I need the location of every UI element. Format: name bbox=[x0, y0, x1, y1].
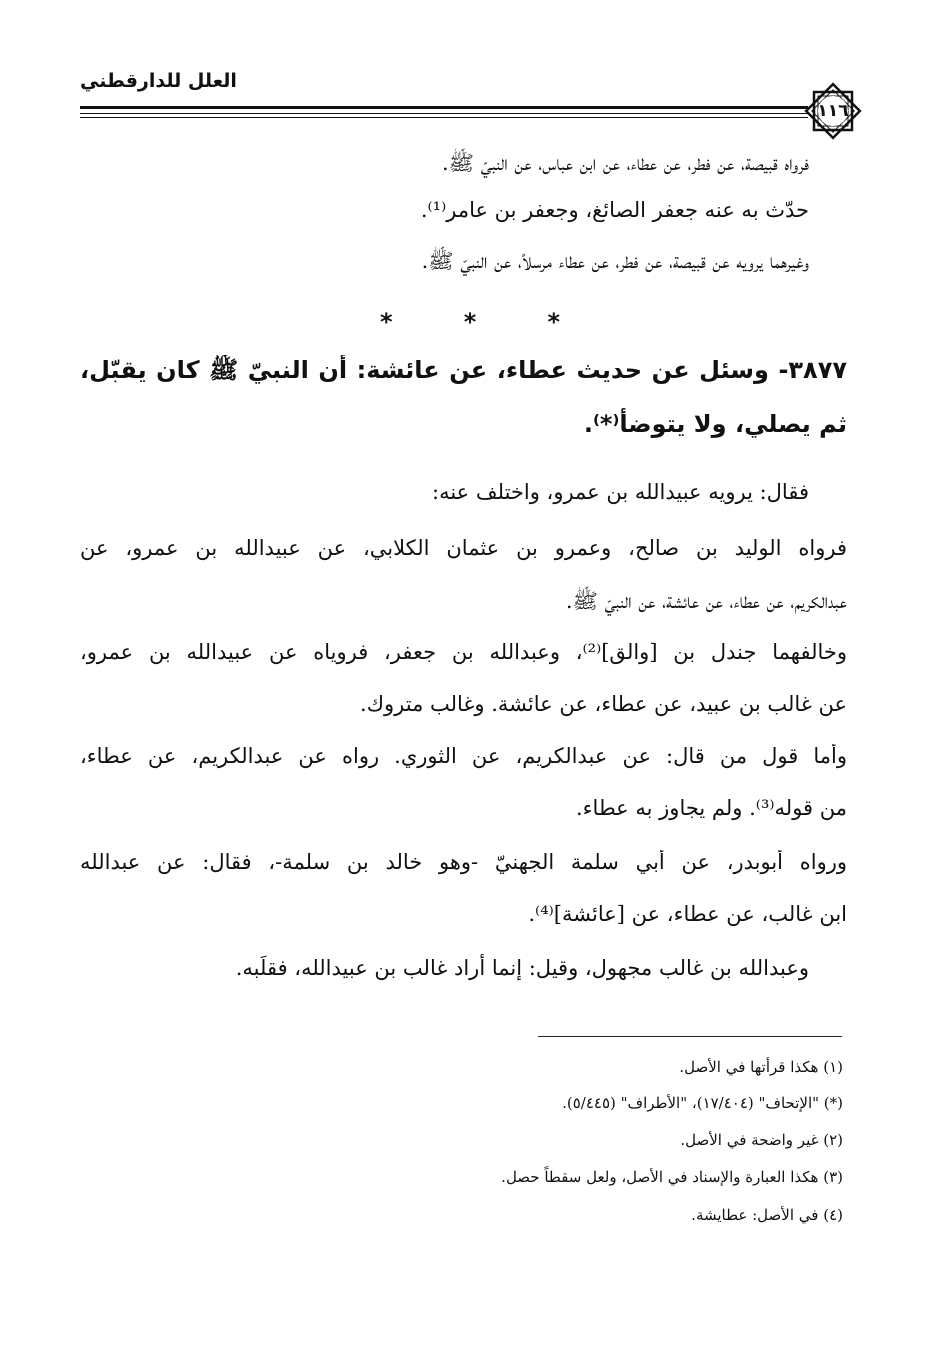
paragraph-line: فرواه الوليد بن صالح، وعمرو بن عثمان الكلابي، عن عبيدالله بن عمرو، عن bbox=[80, 536, 847, 560]
entry-heading-line: ثم يصلي، ولا يتوضأ⁽*⁾. bbox=[583, 410, 847, 438]
running-header-title: العلل للدارقطني bbox=[80, 70, 237, 92]
section-separator bbox=[380, 308, 560, 336]
footnote-separator bbox=[538, 1036, 842, 1037]
paragraph-line: عن غالب بن عبيد، عن عطاء، عن عائشة. وغالب متروك. bbox=[360, 692, 847, 716]
page-number-badge bbox=[800, 78, 866, 144]
paragraph-line: وأما قول من قال: عن عبدالكريم، عن الثوري. رواه عن عبدالكريم، عن عطاء، bbox=[80, 744, 847, 768]
paragraph-line: وغيرهما يرويه عن قبيصة، عن فطر، عن عطاء مرسلاً، عن النبيّ ﷺ. bbox=[421, 249, 809, 273]
footnote: (٤) في الأصل: عطايشة. bbox=[691, 1206, 843, 1224]
paragraph-line: ابن غالب، عن عطاء، عن [عائشة]⁽⁴⁾. bbox=[528, 902, 847, 926]
footnote: (٣) هكذا العبارة والإسناد في الأصل، ولعل سقطاً حصل. bbox=[501, 1168, 843, 1186]
paragraph-line: ورواه أبوبدر، عن أبي سلمة الجهنيّ -وهو خالد بن سلمة-، فقال: عن عبدالله bbox=[80, 850, 847, 874]
paragraph-line: فرواه قبيصة، عن فطر، عن عطاء، عن ابن عباس، عن النبيّ ﷺ. bbox=[441, 151, 809, 175]
paragraph-line: من قوله⁽³⁾. ولم يجاوز به عطاء. bbox=[576, 796, 847, 820]
separator-star: * bbox=[380, 308, 393, 336]
header-rule-thin bbox=[80, 113, 808, 114]
paragraph-line: وعبدالله بن غالب مجهول، وقيل: إنما أراد غالب بن عبيدالله، فقلَبه. bbox=[235, 956, 809, 980]
entry-heading-line: ٣٨٧٧- وسئل عن حديث عطاء، عن عائشة: أن النبيّ ﷺ كان يقبّل، bbox=[80, 356, 847, 384]
paragraph-line: عبدالكريم، عن عطاء، عن عائشة، عن النبيّ ﷺ. bbox=[565, 589, 847, 613]
separator-star: * bbox=[547, 308, 560, 336]
separator-star: * bbox=[463, 308, 477, 336]
footnote: (٢) غير واضحة في الأصل. bbox=[680, 1131, 843, 1149]
page-number: ١١٦ bbox=[817, 101, 849, 121]
paragraph-line: وخالفهما جندل بن [والق]⁽²⁾، وعبدالله بن جعفر، فروياه عن عبيدالله بن عمرو، bbox=[80, 640, 847, 664]
paragraph-line: حدّث به عنه جعفر الصائغ، وجعفر بن عامر⁽¹⁾. bbox=[420, 198, 809, 222]
paragraph-line: فقال: يرويه عبيدالله بن عمرو، واختلف عنه: bbox=[432, 480, 809, 504]
footnote: (*) "الإتحاف" (١٧/٤٠٤)، "الأطراف" (٥/٤٤٥). bbox=[562, 1094, 843, 1112]
header-rule-thin-2 bbox=[80, 117, 808, 118]
footnote: (١) هكذا قرأتها في الأصل. bbox=[679, 1058, 843, 1076]
header-rule-thick bbox=[80, 106, 808, 109]
